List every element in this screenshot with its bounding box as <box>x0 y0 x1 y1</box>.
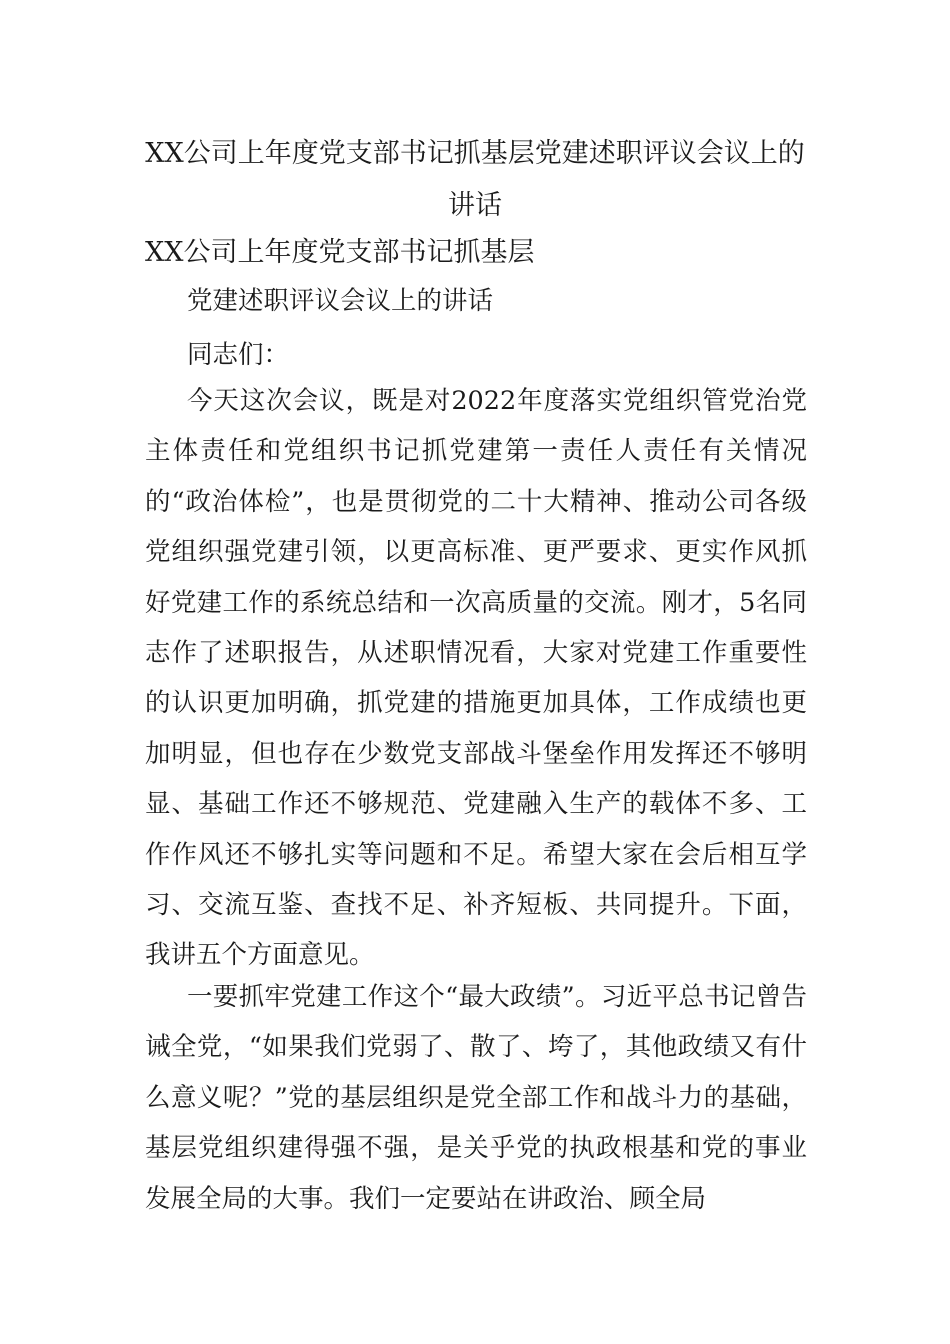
subtitle-line-1: XX公司上年度党支部书记抓基层 <box>145 237 535 268</box>
paragraph-2: 一要抓牢党建工作这个“最大政绩”。习近平总书记曾告诫全党，“如果我们党弱了、散了、垮了，其他政绩又有什么意义呢？”党的基层组织是党全部工作和战斗力的基础，基层党组织建得强不强，是关乎党的执政根基和党的事业发展全局的大事。我们一定要站在讲政治、顾全局 <box>145 982 807 1214</box>
subtitle-line-2: 党建述职评议会议上的讲话 <box>187 286 494 316</box>
document-title: XX公司上年度党支部书记抓基层党建述职评议会议上的讲话 <box>145 138 805 221</box>
greeting: 同志们： <box>187 340 290 370</box>
paragraph-1: 今天这次会议，既是对2022年度落实党组织管党治党主体责任和党组织书记抓党建第一责任人责任有关情况的“政治体检”，也是贯彻党的二十大精神、推动公司各级党组织强党建引领，以更高标准、更严要求、更实作风抓好党建工作的系统总结和一次高质量的交流。刚才，5名同志作了述职报告，从述职情况看，大家对党建工作重要性的认识更加明确，抓党建的措施更加具体，工作成绩也更加明显，但也存在少数党支部战斗堡垒作用发挥还不够明显、基础工作还不够规范、党建融入生产的载体不多、工作作风还不够扎实等问题和不足。希望大家在会后相互学习、交流互鉴、查找不足、补齐短板、共同提升。下面，我讲五个方面意见。 <box>145 386 807 971</box>
